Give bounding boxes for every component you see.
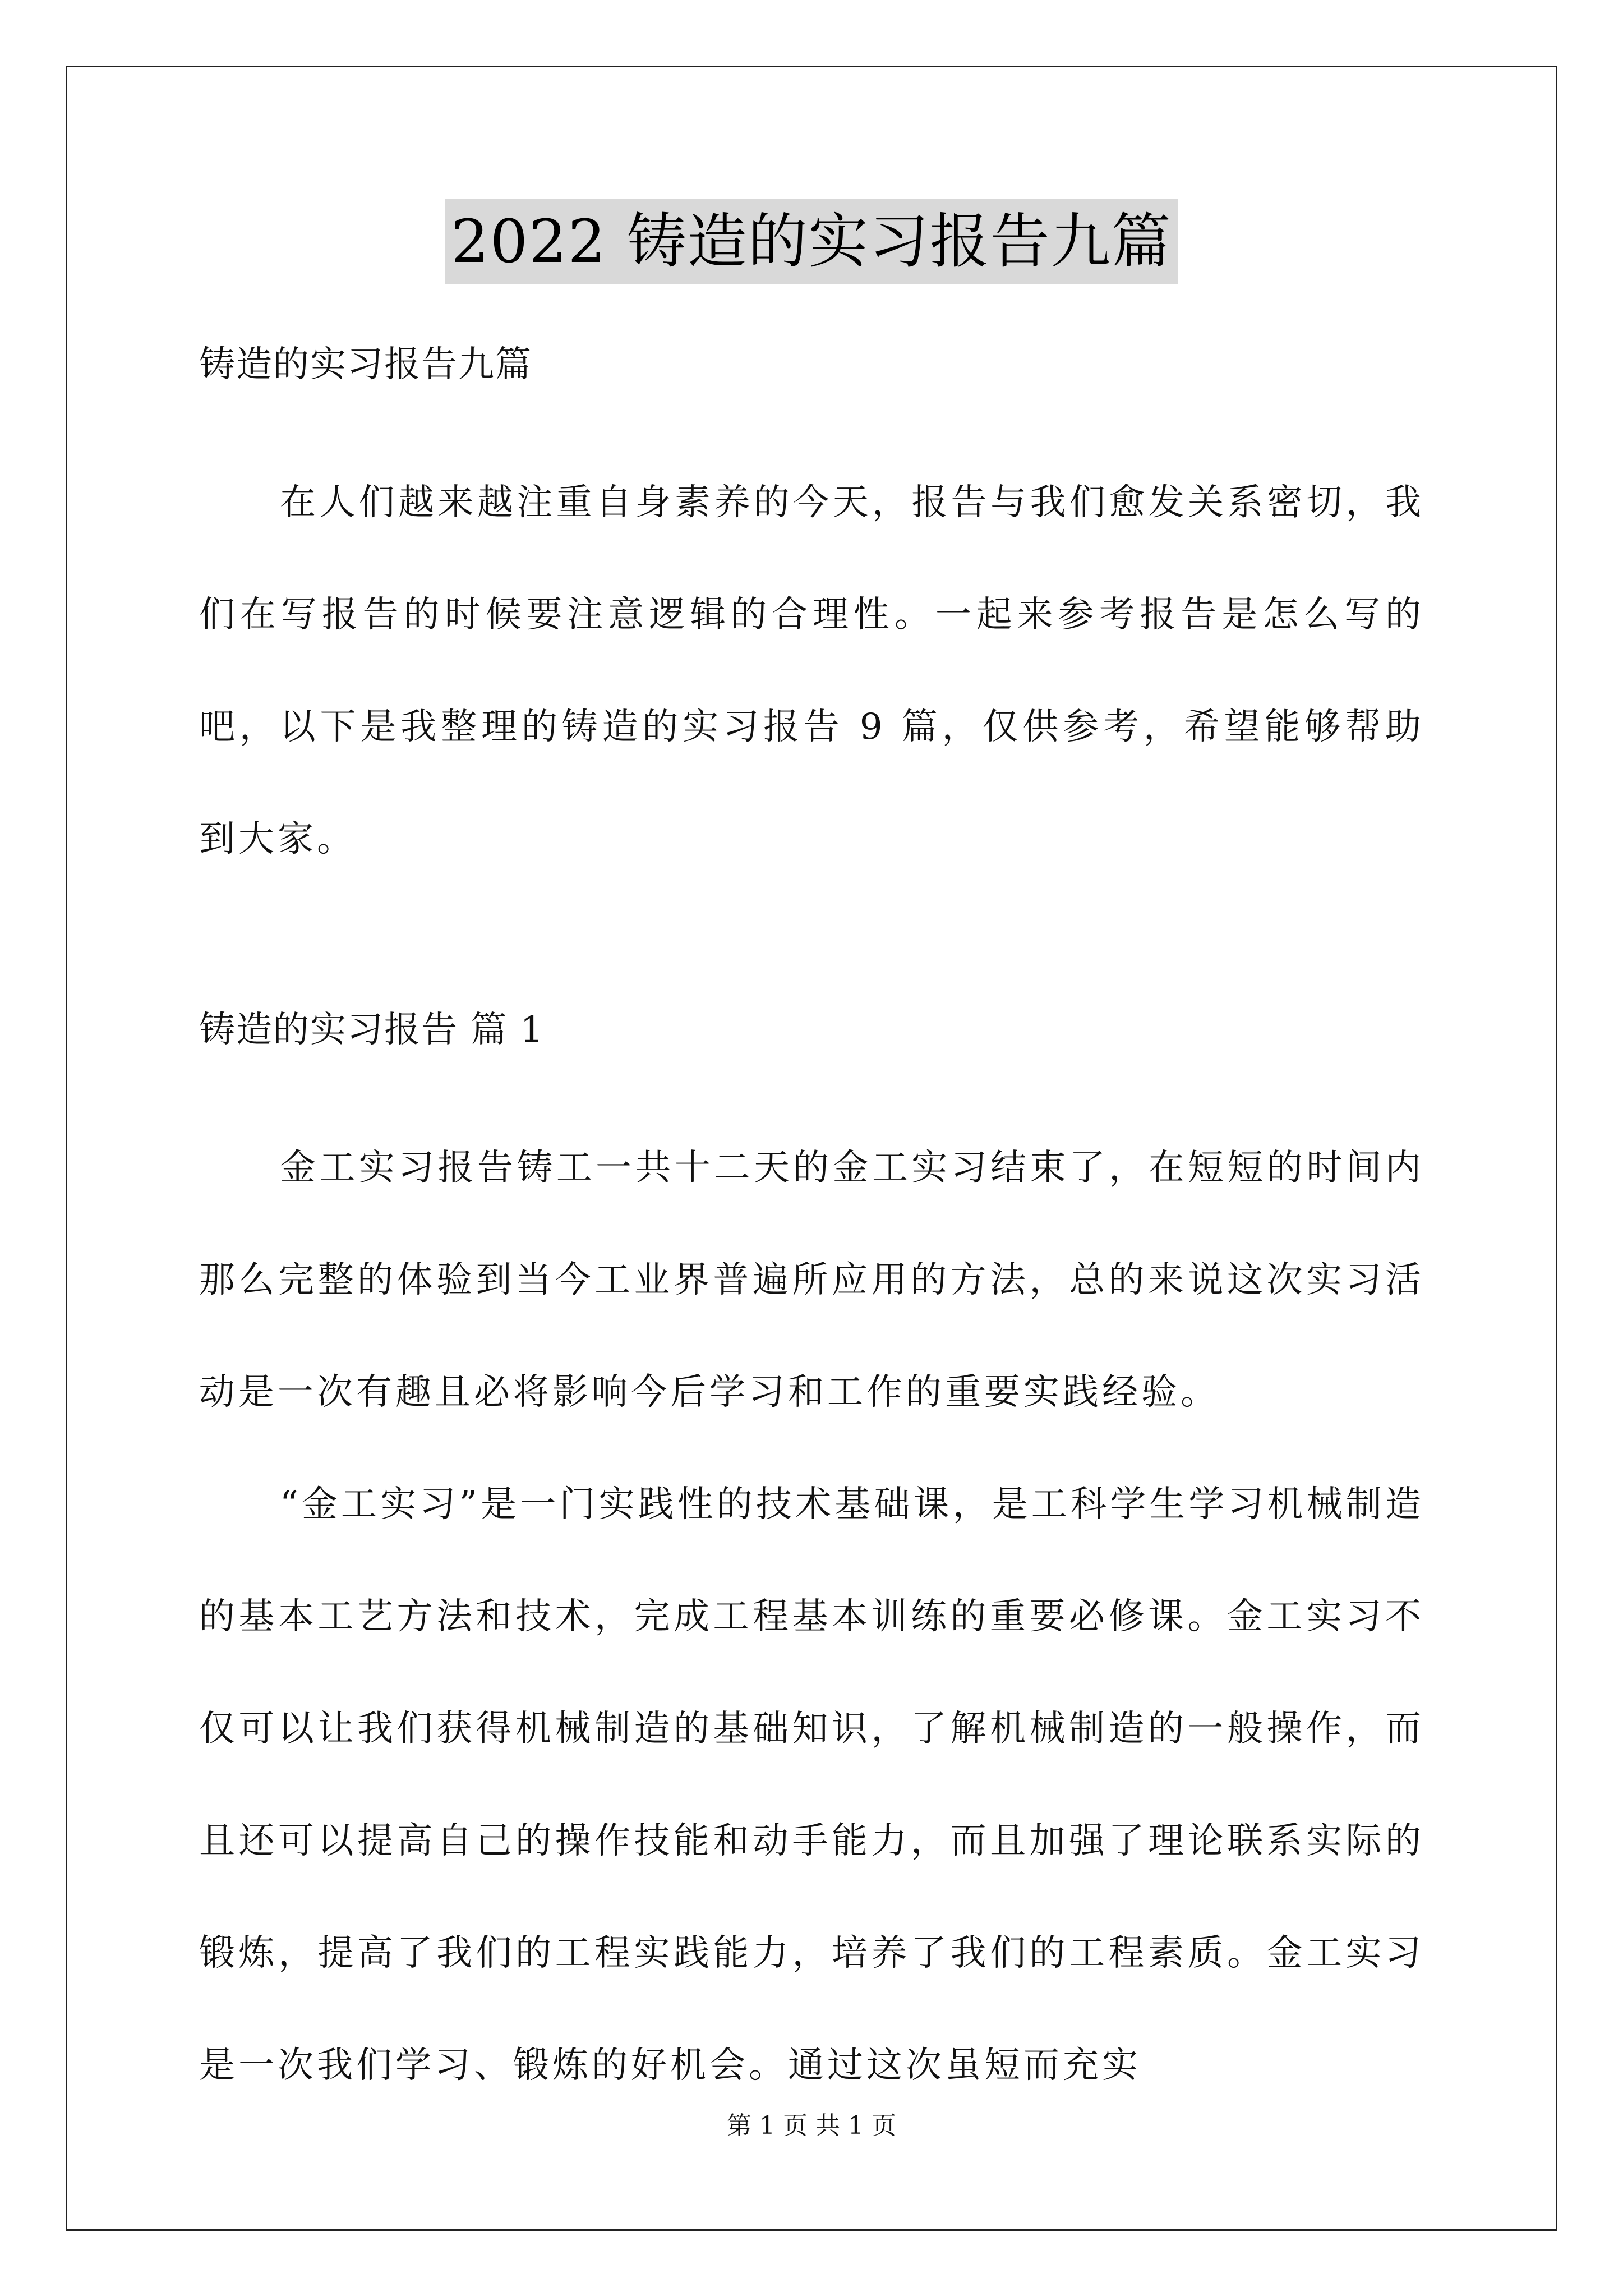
page-footer: 第 1 页 共 1 页	[727, 2111, 896, 2140]
body-paragraph-1: 金工实习报告铸工一共十二天的金工实习结束了，在短短的时间内那么完整的体验到当今工业界普遍所应用的方法，总的来说这次实习活动是一次有趣且必将影响今后学习和工作的重要实践经验。	[199, 1147, 1424, 1413]
spacer	[199, 1058, 1424, 1112]
document-subtitle: 铸造的实习报告九篇	[199, 344, 532, 385]
spacer	[199, 895, 1424, 1002]
document-title: 2022 铸造的实习报告九篇	[445, 199, 1177, 284]
body-paragraph-2: “金工实习”是一门实践性的技术基础课，是工科学生学习机械制造的基本工艺方法和技术，完成工程基本训练的重要必修课。金工实习不仅可以让我们获得机械制造的基础知识，了解机械制造的一般操作，而且还可以提高自己的操作技能和动手能力，而且加强了理论联系实际的锻炼，提高了我们的工程实践能力，培养了我们的工程素质。金工实习是一次我们学习、锻炼的好机会。通过这次虽短而充实	[199, 1484, 1424, 2086]
section-heading: 铸造的实习报告 篇 1	[199, 1009, 545, 1051]
document-body	[199, 337, 1424, 2122]
spacer	[199, 393, 1424, 447]
intro-paragraph: 在人们越来越注重自身素养的今天，报告与我们愈发关系密切，我们在写报告的时候要注意逻辑的合理性。一起来参考报告是怎么写的吧，以下是我整理的铸造的实习报告 9 篇，仅供参考，希望能够帮助到大家。	[199, 482, 1424, 860]
title-container	[0, 199, 1623, 284]
